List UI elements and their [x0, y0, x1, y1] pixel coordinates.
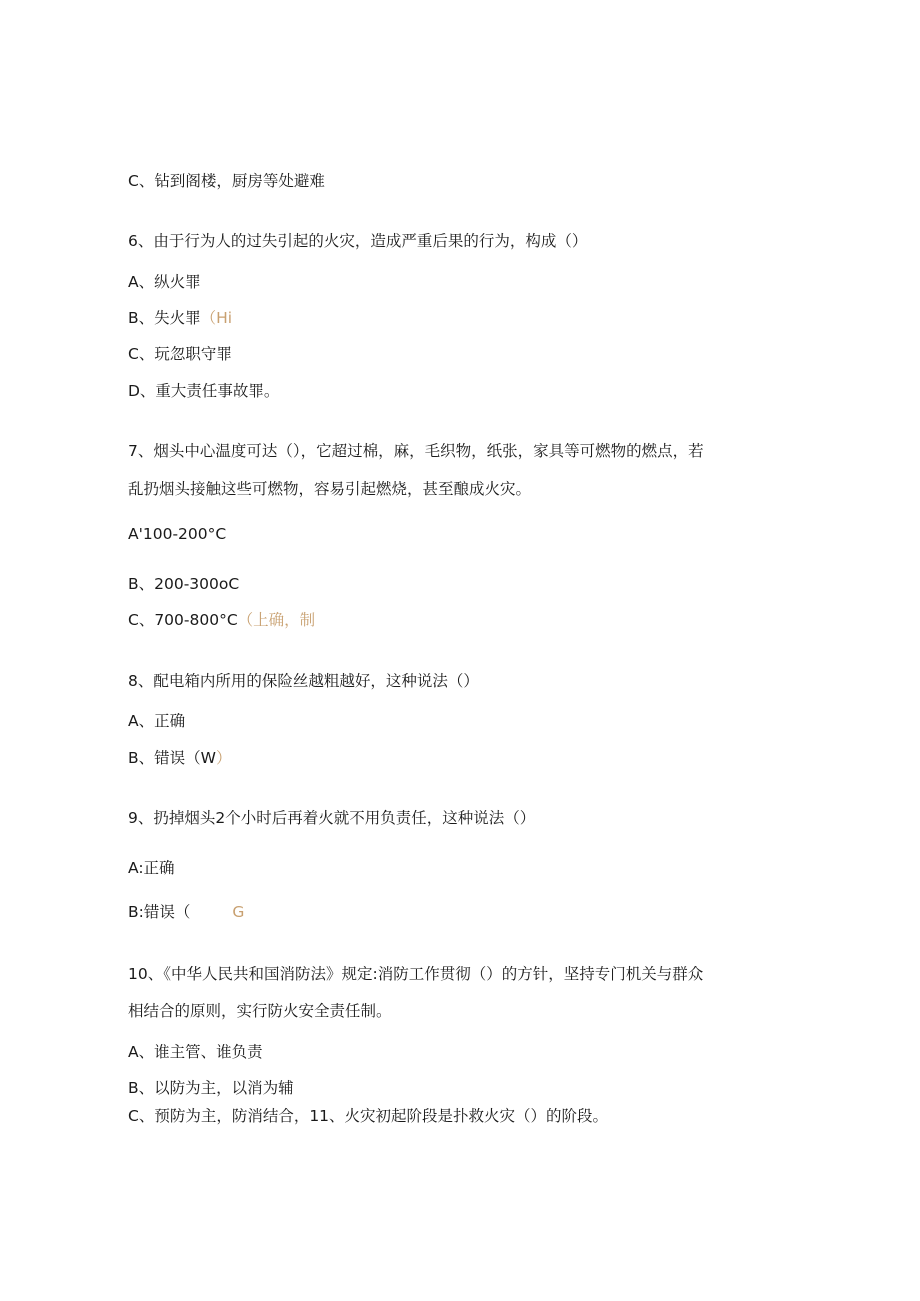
option-d-q6: D、重大责任事故罪。 [128, 382, 280, 400]
question-7-line-1: 7、烟头中心温度可达（），它超过棉，麻，毛织物，纸张，家具等可燃物的燃点，若 [128, 442, 704, 460]
option-c-q10: C、预防为主，防消结合，11、火灾初起阶段是扑救火灾（）的阶段。 [128, 1107, 609, 1125]
question-8: 8、配电箱内所用的保险丝越粗越好，这种说法（） [128, 672, 479, 690]
question-9: 9、扔掉烟头2个小时后再着火就不用负责任，这种说法（） [128, 809, 536, 827]
handwritten-note: G [232, 903, 245, 921]
question-10-line-1: 10、《中华人民共和国消防法》规定:消防工作贯彻（）的方针，坚持专门机关与群众 [128, 965, 704, 983]
question-6: 6、由于行为人的过失引起的火灾，造成严重后果的行为，构成（） [128, 232, 588, 250]
question-7-line-2: 乱扔烟头接触这些可燃物，容易引起燃烧，甚至酿成火灾。 [128, 480, 532, 498]
option-a-q6: A、纵火罪 [128, 273, 201, 291]
option-b-q7: B、200-300oC [128, 575, 240, 593]
handwritten-note: （上确，制 [237, 611, 316, 629]
handwritten-note: （Hi [200, 309, 233, 327]
option-a-q10: A、谁主管、谁负责 [128, 1043, 263, 1061]
option-b-q6: B、失火罪（Hi [128, 309, 233, 327]
option-b-q9: B:错误（ G [128, 903, 245, 921]
handwritten-note: ） [215, 749, 232, 767]
option-c-q7: C、700-800°C（上确，制 [128, 611, 316, 629]
question-10-line-2: 相结合的原则，实行防火安全责任制。 [128, 1002, 392, 1020]
option-a-q9: A:正确 [128, 859, 175, 877]
option-c-q6: C、玩忽职守罪 [128, 345, 232, 363]
option-a-q7: A'100-200°C [128, 525, 227, 543]
option-b-q8: B、错误（W） [128, 749, 232, 767]
option-c-q5: C、钻到阁楼，厨房等处避难 [128, 172, 325, 190]
option-a-q8: A、正确 [128, 712, 186, 730]
option-b-q10: B、以防为主，以消为辅 [128, 1079, 294, 1097]
